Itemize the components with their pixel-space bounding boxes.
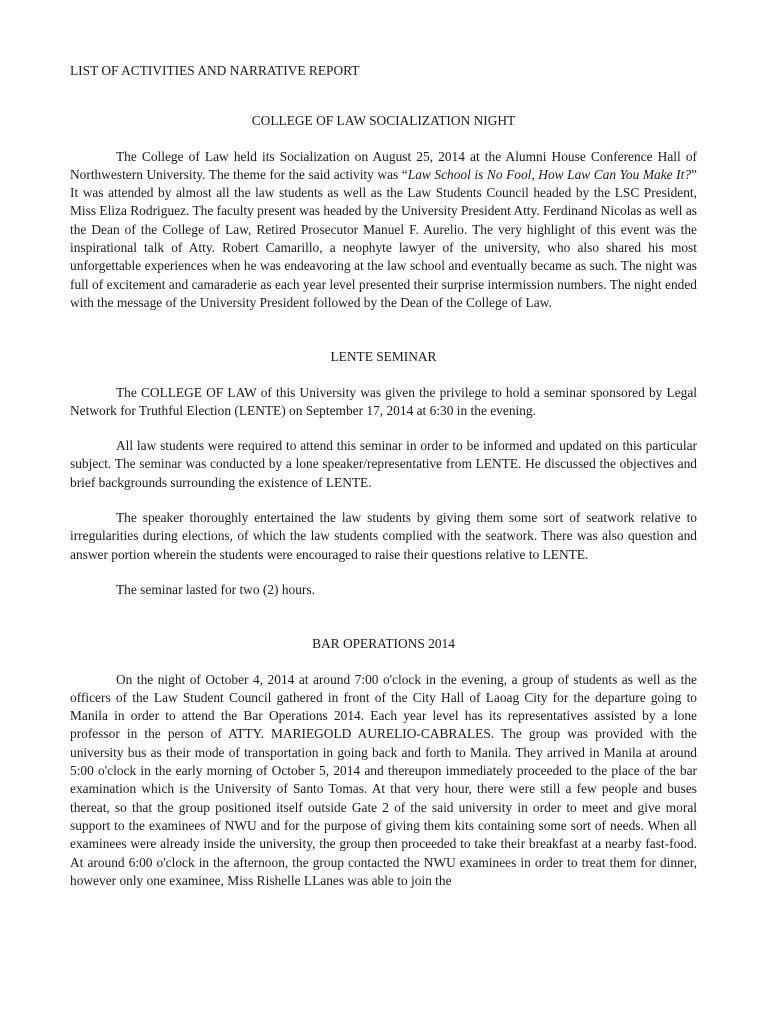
theme-italic-text: Law School is No Fool, How Law Can You Make It? (407, 166, 692, 182)
paragraph-text-before-theme: The College of Law held its Socialization on August 25, 2014 at the Alumni House Conference Hall of Northwestern University. The theme for the said activity was “ (70, 148, 697, 182)
section-heading-lente-seminar: LENTE SEMINAR (330, 349, 437, 365)
paragraph-lente-seatwork: The speaker thoroughly entertained the law students by giving them some sort of seatwork relative to irregularities during elections, of which the law students complied with the seatwork. There was also question and answer portion wherein the students were encouraged to raise their questions relative to LENTE. (70, 510, 697, 562)
paragraph-lente-attendance: All law students were required to attend this seminar in order to be informed and updated on this particular subject. The seminar was conducted by a lone speaker/representative from LENTE. He discussed the objectives and brief backgrounds surrounding the existence of LENTE. (70, 438, 697, 490)
paragraph-lente-intro: The COLLEGE OF LAW of this University was given the privilege to hold a seminar sponsored by Legal Network for Truthful Election (LENTE) on September 17, 2014 at 6:30 in the evening. (70, 384, 697, 418)
paragraph-socialization-night (70, 148, 697, 313)
paragraph-text-after-theme: ” It was attended by almost all the law students as well as the Law Students Council headed by the LSC President, Miss Eliza Rodriguez. The faculty present was headed by the University President Atty. Ferdinand Nicolas as well as the Dean of the College of Law, Retired Prosecutor Manuel F. Aurelio. The very highlight of this event was the inspirational talk of Atty. Robert Camarillo, a neophyte lawyer of the university, who also shared his most unforgettable experiences when he was endeavoring at the law school and eventually became as such. The night was full of excitement and camaraderie as each year level presented their surprise intermission numbers. The night ended with the message of the University President followed by the Dean of the College of Law. (70, 166, 697, 310)
paragraph-lente-duration: The seminar lasted for two (2) hours. (116, 581, 315, 597)
document-page (70, 62, 697, 890)
section-heading-bar-operations: BAR OPERATIONS 2014 (312, 636, 455, 652)
document-title: LIST OF ACTIVITIES AND NARRATIVE REPORT (70, 63, 360, 78)
section-heading-socialization-night: COLLEGE OF LAW SOCIALIZATION NIGHT (251, 113, 516, 129)
paragraph-bar-operations: On the night of October 4, 2014 at around 7:00 o'clock in the evening, a group of students as well as the officers of the Law Student Council gathered in front of the City Hall of Laoag City for the departure going to Manila in order to attend the Bar Operations 2014. Each year level has its representatives assisted by a lone professor in the person of ATTY. MARIEGOLD AURELIO-CABRALES. The group was provided with the university bus as their mode of transportation in going back and forth to Manila. They arrived in Manila at around 5:00 o'clock in the early morning of October 5, 2014 and thereupon immediately proceeded to the place of the bar examination which is the University of Santo Tomas. At that very hour, there were still a few people and buses thereat, so that the group positioned itself outside Gate 2 of the said university in order to meet and give moral support to the examinees of NWU and for the purpose of giving them kits containing some sort of needs. When all examinees were already inside the university, the group then proceeded to take their breakfast at a nearby fast-food. At around 6:00 o'clock in the afternoon, the group contacted the NWU examinees in order to treat them for dinner, however only one examinee, Miss Rishelle LLanes was able to join the (70, 671, 697, 888)
